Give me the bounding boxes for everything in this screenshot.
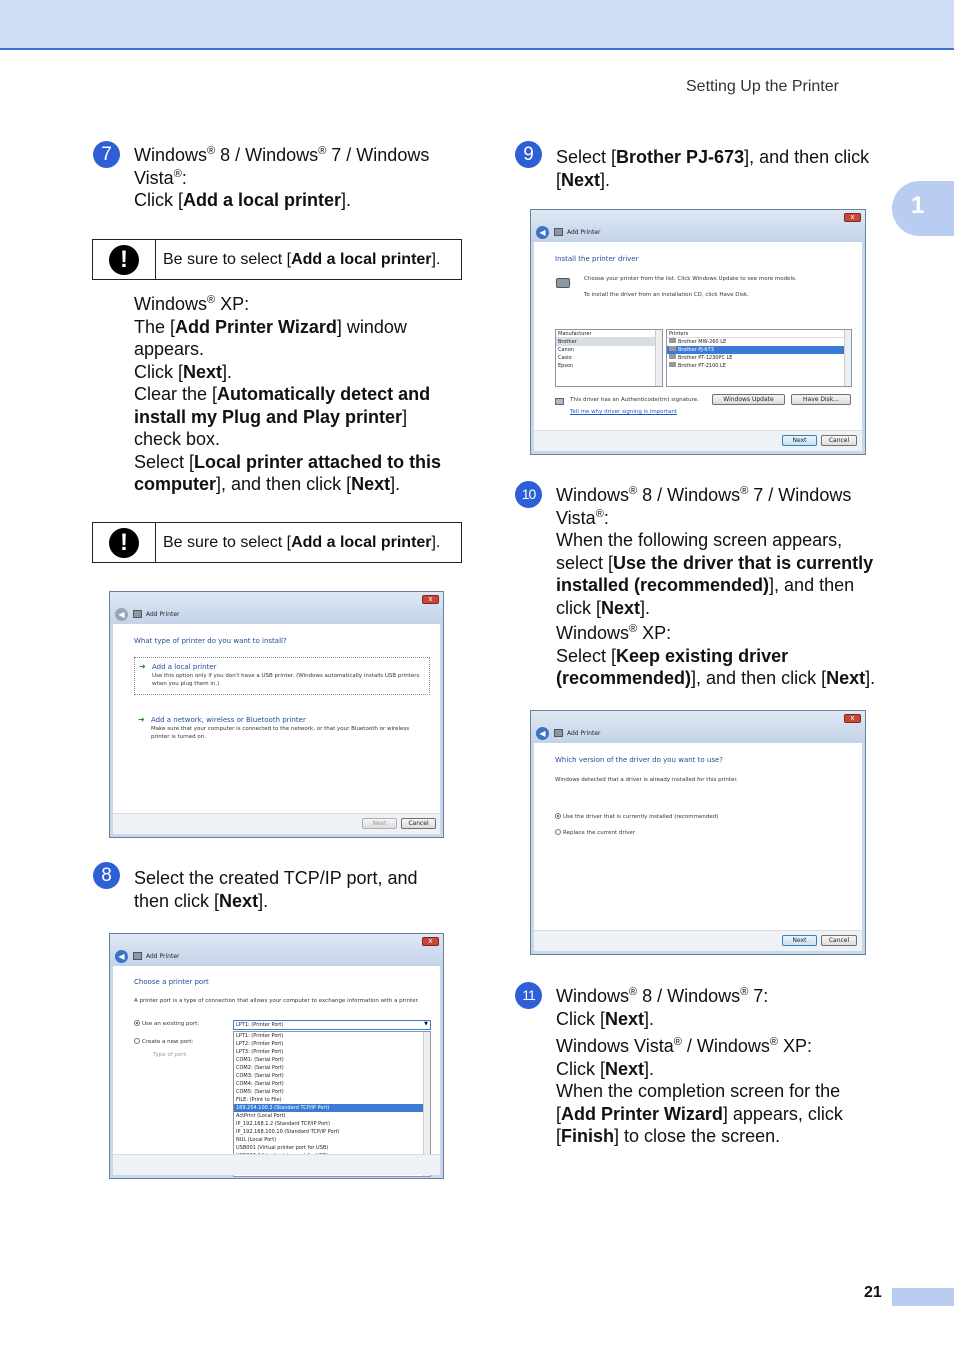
- radio-use-current-driver[interactable]: Use the driver that is currently installed (recommended): [555, 813, 718, 821]
- window-title: Add Printer: [567, 730, 601, 737]
- manufacturer-list[interactable]: Manufacturer Brother Canon Casio Epson: [555, 329, 663, 387]
- step-11-text: Windows® 8 / Windows® 7: Click [Next]. Windows Vista® / Windows® XP: Click [Next]. When the completion screen for the [Add Printer Wizard] appears, click [Finish] to close the screen.: [556, 986, 843, 1146]
- step-9-badge: 9: [515, 141, 542, 168]
- port-dropdown[interactable]: LPT1: (Printer Port) ▼: [233, 1020, 431, 1030]
- note-box-1: [92, 239, 462, 280]
- port-list-item[interactable]: COM3: (Serial Port): [236, 1073, 284, 1079]
- printer-list-item[interactable]: Brother PT-1230PC LE: [667, 354, 851, 362]
- close-icon[interactable]: x: [422, 595, 439, 604]
- port-list-item[interactable]: NUL (Local Port): [236, 1137, 277, 1143]
- driver-signing-link[interactable]: Tell me why driver signing is important: [570, 409, 677, 415]
- printer-icon: [133, 952, 142, 960]
- scrollbar[interactable]: [844, 330, 851, 386]
- step-7-xp-text: Windows® XP: The [Add Printer Wizard] window appears. Click [Next]. Clear the [Automatically detect and install my Plug and Play printer] check box. Select [Local printer attached to this computer], and then click [Next].: [134, 294, 442, 494]
- green-arrow-icon: ➜: [138, 715, 145, 724]
- back-arrow-icon[interactable]: ◀: [115, 950, 128, 963]
- option-local-printer[interactable]: ➜ Add a local printer Use this option only if you don't have a USB printer. (Windows automatically installs USB printers when you plug them in.): [134, 657, 430, 695]
- manufacturer-list-item[interactable]: Epson: [558, 363, 574, 369]
- step-7-text: Windows® 8 / Windows® 7 / Windows Vista®: Click [Add a local printer].: [134, 145, 430, 210]
- screenshot-printer-port: x ◀ Add Printer Choose a printer port A printer port is a type of connection that allows your computer to exchange information with a printer. Use an existing port: Create a new port: Type of port: LPT1: (Printer Port) ▼ LPT1: (Printer Port) LPT2: (Printer Port) LPT3: (Printer Port) COM1: (Serial Port) COM2: (Serial Port) COM3: (Serial Port) COM4: (Serial Port) COM5: (Serial Port) FILE: (Print to File) 169.254.100.3 (Standard TCP/IP Port) ActPrint (Local Port) IP_192.168.1.2 (Standard TCP/IP Port) IP_192.168.100.10 (Standard TCP/IP Port) NUL (Local Port) USB001 (Virtual printer port for USB): [109, 933, 444, 1179]
- top-band: [0, 0, 954, 50]
- port-list-item[interactable]: COM1: (Serial Port): [236, 1057, 284, 1063]
- next-button[interactable]: Next: [362, 818, 397, 829]
- windows-update-button[interactable]: Windows Update: [712, 394, 785, 405]
- port-list-item[interactable]: FILE: (Print to File): [236, 1097, 282, 1103]
- step-10-badge: 10: [515, 481, 542, 508]
- printer-list-item[interactable]: Brother PJ-673: [667, 346, 851, 354]
- next-button[interactable]: Next: [782, 435, 817, 446]
- printer-icon: [554, 228, 563, 236]
- printer-list-item[interactable]: Brother PT-2100 LE: [667, 362, 851, 370]
- step-8-badge: 8: [93, 862, 120, 889]
- screenshot-install-driver: x ◀ Add Printer Install the printer driver Choose your printer from the list. Click Windows Update to see more models. To install the driver from an installation CD, click Have Disk. Manufacturer Brother Canon Casio Epson Printers Brother MW-260 LE Brother PJ-673 Brother PT-1230PC LE Brother PT-2100 LE This driver has an Authenticode(tm) signature. Tell me why driver signing is important Windows Update Have Disk... Next Cancel: [530, 209, 866, 455]
- port-list-item[interactable]: 169.254.100.3 (Standard TCP/IP Port): [234, 1104, 430, 1112]
- port-list-item[interactable]: COM4: (Serial Port): [236, 1081, 284, 1087]
- window-title: Add Printer: [146, 953, 180, 960]
- back-arrow-icon[interactable]: ◀: [115, 608, 128, 621]
- page-number: 21: [864, 1284, 882, 1301]
- port-list-item[interactable]: COM5: (Serial Port): [236, 1089, 284, 1095]
- port-list-item[interactable]: ActPrint (Local Port): [236, 1113, 286, 1119]
- chevron-down-icon: ▼: [424, 1021, 428, 1027]
- window-heading: Install the printer driver: [555, 255, 639, 263]
- step-9-text: Select [Brother PJ-673], and then click [Next].: [556, 147, 870, 190]
- certificate-icon: [555, 398, 564, 405]
- note-text: Be sure to select [Add a local printer].: [163, 534, 441, 551]
- window-title: Add Printer: [146, 611, 180, 618]
- port-list-item[interactable]: LPT3: (Printer Port): [236, 1049, 284, 1055]
- step-10-text: Windows® 8 / Windows® 7 / Windows Vista®: When the following screen appears, select [Use the driver that is currently installed (recommended)], and then click [Next]. Windows® XP: Select [Keep existing driver (recommended)], and then click [Next].: [556, 485, 876, 688]
- port-list-item[interactable]: COM2: (Serial Port): [236, 1065, 284, 1071]
- port-list-item[interactable]: LPT2: (Printer Port): [236, 1041, 284, 1047]
- back-arrow-icon[interactable]: ◀: [536, 226, 549, 239]
- manufacturer-list-item[interactable]: Canon: [558, 347, 574, 353]
- printer-icon: [669, 362, 676, 367]
- step-11-badge: 11: [515, 982, 542, 1009]
- printer-icon: [133, 610, 142, 618]
- option-network-printer[interactable]: Add a network, wireless or Bluetooth printer: [151, 716, 306, 724]
- cancel-button[interactable]: Cancel: [821, 435, 857, 446]
- window-heading: Which version of the driver do you want to use?: [555, 756, 723, 764]
- printer-icon: [554, 729, 563, 737]
- page-header-title: Setting Up the Printer: [686, 78, 839, 95]
- radio-replace-driver[interactable]: Replace the current driver: [555, 829, 635, 837]
- radio-existing-port[interactable]: Use an existing port:: [134, 1020, 199, 1028]
- cancel-button[interactable]: Cancel: [821, 935, 857, 946]
- printer-icon: [669, 338, 676, 343]
- have-disk-button[interactable]: Have Disk...: [791, 394, 851, 405]
- manufacturer-list-item[interactable]: Brother: [556, 338, 662, 346]
- screenshot-driver-version: x ◀ Add Printer Which version of the driver do you want to use? Windows detected that a driver is already installed for this printer. Use the driver that is currently installed (recommended) Replace the current driver Next Cancel: [530, 710, 866, 955]
- back-arrow-icon[interactable]: ◀: [536, 727, 549, 740]
- close-icon[interactable]: x: [844, 714, 861, 723]
- important-icon: !: [109, 528, 139, 558]
- port-list-item[interactable]: IP_192.168.100.10 (Standard TCP/IP Port): [236, 1129, 340, 1135]
- manufacturer-list-item[interactable]: Casio: [558, 355, 572, 361]
- port-list-item[interactable]: IP_192.168.1.2 (Standard TCP/IP Port): [236, 1121, 330, 1127]
- printer-icon: [669, 346, 676, 351]
- window-heading: Choose a printer port: [134, 978, 209, 986]
- printer-icon: [669, 354, 676, 359]
- scrollbar[interactable]: [655, 330, 662, 386]
- window-heading: What type of printer do you want to install?: [134, 637, 287, 645]
- screenshot-printer-type: x ◀ Add Printer What type of printer do you want to install? ➜ Add a local printer Use this option only if you don't have a USB printer. (Windows automatically installs USB printers when you plug them in.) ➜ Add a network, wireless or Bluetooth printer Make sure that your computer is connected to the network, or that your Bluetooth or wireless printer is turned on. Next Cancel: [109, 591, 444, 838]
- next-button[interactable]: Next: [782, 935, 817, 946]
- important-icon: !: [109, 245, 139, 275]
- cancel-button[interactable]: Cancel: [401, 818, 436, 829]
- note-text: Be sure to select [Add a local printer].: [163, 251, 441, 268]
- window-title: Add Printer: [567, 229, 601, 236]
- printer-icon: [556, 278, 570, 288]
- step-7-badge: 7: [93, 141, 120, 168]
- radio-create-port[interactable]: Create a new port:: [134, 1038, 193, 1046]
- printer-list[interactable]: Printers Brother MW-260 LE Brother PJ-673 Brother PT-1230PC LE Brother PT-2100 LE: [666, 329, 852, 387]
- close-icon[interactable]: x: [844, 213, 861, 222]
- printer-list-item[interactable]: Brother MW-260 LE: [667, 338, 851, 346]
- close-icon[interactable]: x: [422, 937, 439, 946]
- port-list-item[interactable]: USB001 (Virtual printer port for USB): [236, 1145, 329, 1151]
- note-box-2: [92, 522, 462, 563]
- green-arrow-icon: ➜: [139, 662, 146, 671]
- footer-bar: [892, 1288, 954, 1306]
- port-list-item[interactable]: LPT1: (Printer Port): [236, 1033, 284, 1039]
- chapter-number: 1: [911, 192, 925, 219]
- step-8-text: Select the created TCP/IP port, and then click [Next].: [134, 868, 418, 911]
